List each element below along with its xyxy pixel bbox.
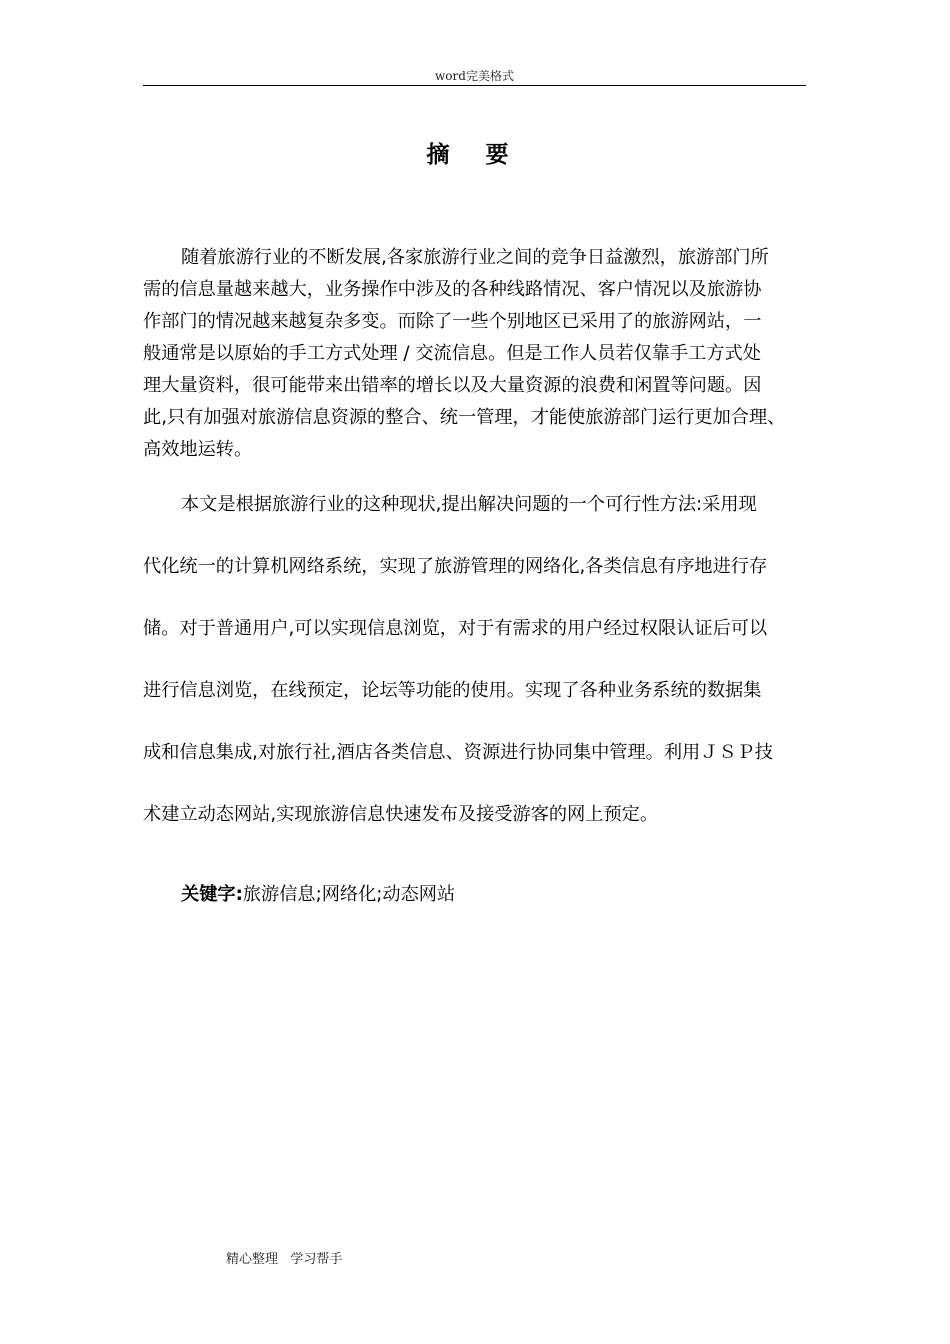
paragraph-line: 代化统一的计算机网络系统，实现了旅游管理的网络化,各类信息有序地进行存 (143, 556, 768, 577)
paragraph-line: 本文是根据旅游行业的这种现状,提出解决问题的一个可行性方法:采用现 (181, 494, 757, 515)
header-divider (143, 85, 806, 86)
paragraph-line: 般通常是以原始的手工方式处理 / 交流信息。但是工作人员若仅靠手工方式处 (143, 343, 761, 364)
keywords-value: 旅游信息;网络化;动态网站 (242, 884, 456, 905)
abstract-paragraph-2 (143, 474, 819, 846)
paragraph-line: 术建立动态网站,实现旅游信息快速发布及接受游客的网上预定。 (143, 804, 659, 825)
paragraph-line: 储。对于普通用户,可以实现信息浏览，对于有需求的用户经过权限认证后可以 (143, 618, 768, 639)
paragraph-line: 此,只有加强对旅游信息资源的整合、统一管理，才能使旅游部门运行更加合理、 (143, 407, 786, 428)
paragraph-line: 作部门的情况越来越复杂多变。而除了一些个别地区已采用了的旅游网站，一 (143, 311, 762, 332)
keywords-line (181, 880, 455, 906)
page-header-text: word完美格式 (435, 69, 514, 83)
page-footer-text: 精心整理 学习帮手 (226, 1252, 343, 1267)
paragraph-line: 随着旅游行业的不断发展,各家旅游行业之间的竞争日益激烈，旅游部门所 (181, 247, 769, 268)
paragraph-line: 高效地运转。 (143, 439, 253, 460)
paragraph-line: 成和信息集成,对旅行社,酒店各类信息、资源进行协同集中管理。利用ＪＳＰ技 (143, 742, 773, 763)
paragraph-line: 需的信息量越来越大，业务操作中涉及的各种线路情况、客户情况以及旅游协 (143, 279, 762, 300)
abstract-paragraph-1 (143, 242, 819, 466)
paragraph-line: 理大量资料，很可能带来出错率的增长以及大量资源的浪费和闲置等问题。因 (143, 375, 762, 396)
abstract-title: 摘 要 (426, 142, 523, 168)
paragraph-line: 进行信息浏览，在线预定，论坛等功能的使用。实现了各种业务系统的数据集 (143, 680, 762, 701)
keywords-label: 关键字: (181, 884, 243, 905)
